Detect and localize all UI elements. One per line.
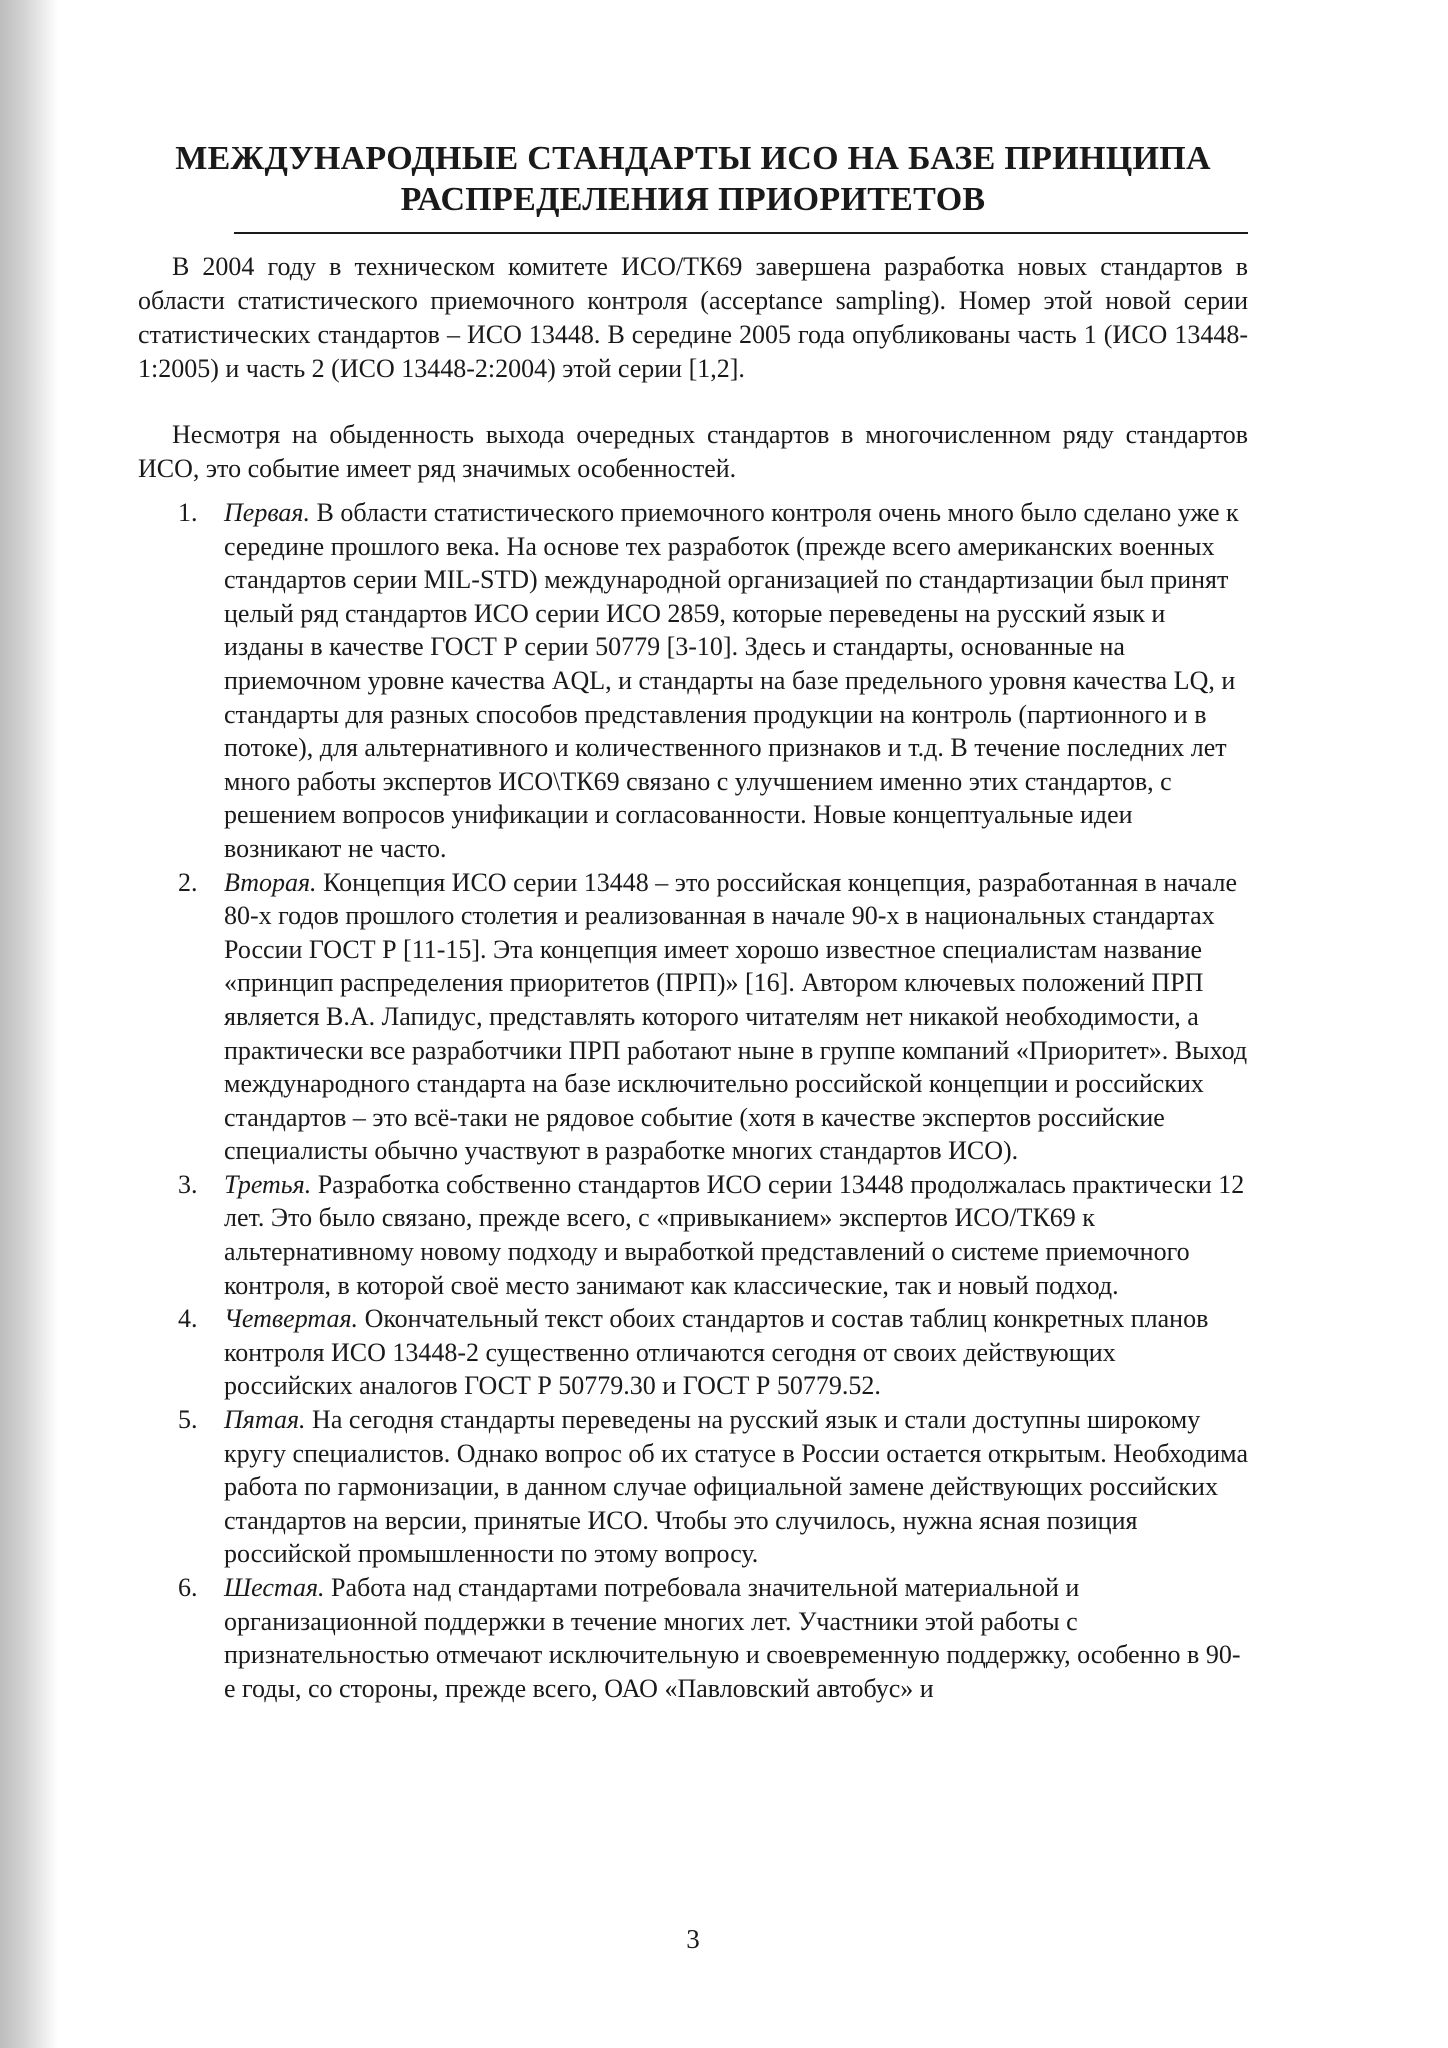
second-paragraph: Несмотря на обыденность выхода очередных стандартов в многочисленном ряду стандартов ИСО, это событие имеет ряд значимых особенностей. xyxy=(138,420,1248,483)
list-item-keyword: Четвертая. xyxy=(224,1304,359,1334)
list-item-number: 1. xyxy=(178,498,198,527)
list-item-number: 6. xyxy=(178,1573,198,1602)
list-item xyxy=(138,1571,1248,1705)
list-item xyxy=(138,866,1248,1168)
list-item-text: Работа над стандартами потребовала значительной материальной и организационной поддержки в течение многих лет. Участники этой работы с признательностью отмечают исключительную и своевременную поддержку, особенно в 90-е годы, со стороны, прежде всего, ОАО «Павловский автобус» и xyxy=(224,1573,1241,1703)
list-item-text: Разработка собственно стандартов ИСО серии 13448 продолжалась практически 12 лет. Это было связано, прежде всего, с «привыканием» экспертов ИСО/ТК69 к альтернативному новому подходу и выработкой представлений о системе приемочного контроля, в которой своё место занимают как классические, так и новый подход. xyxy=(224,1169,1245,1300)
list-item-number: 2. xyxy=(178,867,198,897)
title-line-2: РАСПРЕДЕЛЕНИЯ ПРИОРИТЕТОВ xyxy=(400,181,986,218)
page-number: 3 xyxy=(686,1924,700,1954)
list-item-keyword: Шестая. xyxy=(224,1573,325,1602)
list-item-keyword: Вторая. xyxy=(224,867,317,897)
document-page xyxy=(138,138,1248,2018)
features-list xyxy=(138,496,1248,1705)
document-title xyxy=(138,138,1248,220)
list-item-text: Концепция ИСО серии 13448 – это российская концепция, разработанная в начале 80-х годов прошлого столетия и реализованная в начале 90-х в национальных стандартах России ГОСТ Р [11-15]. Эта концепция имеет хорошо известное специалистам название «принцип распределения приоритетов (ПРП)» [16]. Автором ключевых положений ПРП является В.А. Лапидус, представлять которого читателям нет никакой необходимости, а практически все разработчики ПРП работают ныне в группе компаний «Приоритет». Выход международного стандарта на базе исключительно российской концепции и российских стандартов – это всё-таки не рядовое событие (хотя в качестве экспертов российские специалисты обычно участвуют в разработке многих стандартов ИСО). xyxy=(224,867,1248,1166)
list-item xyxy=(138,1403,1248,1571)
list-item-keyword: Первая. xyxy=(224,498,311,527)
list-item-number: 3. xyxy=(178,1169,198,1199)
list-item-number: 4. xyxy=(178,1304,198,1334)
intro-paragraph: В 2004 году в техническом комитете ИСО/ТК69 завершена разработка новых стандартов в области статистического приемочного контроля (acceptance sampling). Номер этой новой серии статистических стандартов – ИСО 13448. В середине 2005 года опубликованы часть 1 (ИСО 13448-1:2005) и часть 2 (ИСО 13448-2:2004) этой серии [1,2]. xyxy=(138,252,1248,383)
list-item-keyword: Пятая. xyxy=(224,1405,306,1435)
list-item xyxy=(138,1302,1248,1403)
list-item-number: 5. xyxy=(178,1405,198,1435)
list-item-keyword: Третья. xyxy=(224,1169,312,1199)
title-line-1: МЕЖДУНАРОДНЫЕ СТАНДАРТЫ ИСО НА БАЗЕ ПРИНЦИПА xyxy=(175,140,1211,177)
list-item-text: На сегодня стандарты переведены на русский язык и стали доступны широкому кругу специалистов. Однако вопрос об их статусе в России остается открытым. Необходима работа по гармонизации, в данном случае официальной замене действующих российских стандартов на версии, принятые ИСО. Чтобы это случилось, нужна ясная позиция российской промышленности по этому вопросу. xyxy=(224,1405,1248,1569)
scan-shadow-edge xyxy=(0,0,58,2048)
list-item-text: В области статистического приемочного контроля очень много было сделано уже к середине прошлого века. На основе тех разработок (прежде всего американских военных стандартов серии MIL-STD) международной организацией по стандартизации был принят целый ряд стандартов ИСО серии ИСО 2859, которые переведены на русский язык и изданы в качестве ГОСТ Р серии 50779 [3-10]. Здесь и стандарты, основанные на приемочном уровне качества AQL, и стандарты на базе предельного уровня качества LQ, и стандарты для разных способов представления продукции на контроль (партионного и в потоке), для альтернативного и количественного признаков и т.д. В течение последних лет много работы экспертов ИСО\ТК69 связано с улучшением именно этих стандартов, с решением вопросов унификации и согласованности. Новые концептуальные идеи возникают не часто. xyxy=(224,498,1239,863)
list-item xyxy=(138,1168,1248,1302)
list-item xyxy=(138,496,1248,866)
list-item-text: Окончательный текст обоих стандартов и состав таблиц конкретных планов контроля ИСО 13448-2 существенно отличаются сегодня от своих действующих российских аналогов ГОСТ Р 50779.30 и ГОСТ Р 50779.52. xyxy=(224,1304,1209,1401)
title-divider xyxy=(234,232,1248,234)
